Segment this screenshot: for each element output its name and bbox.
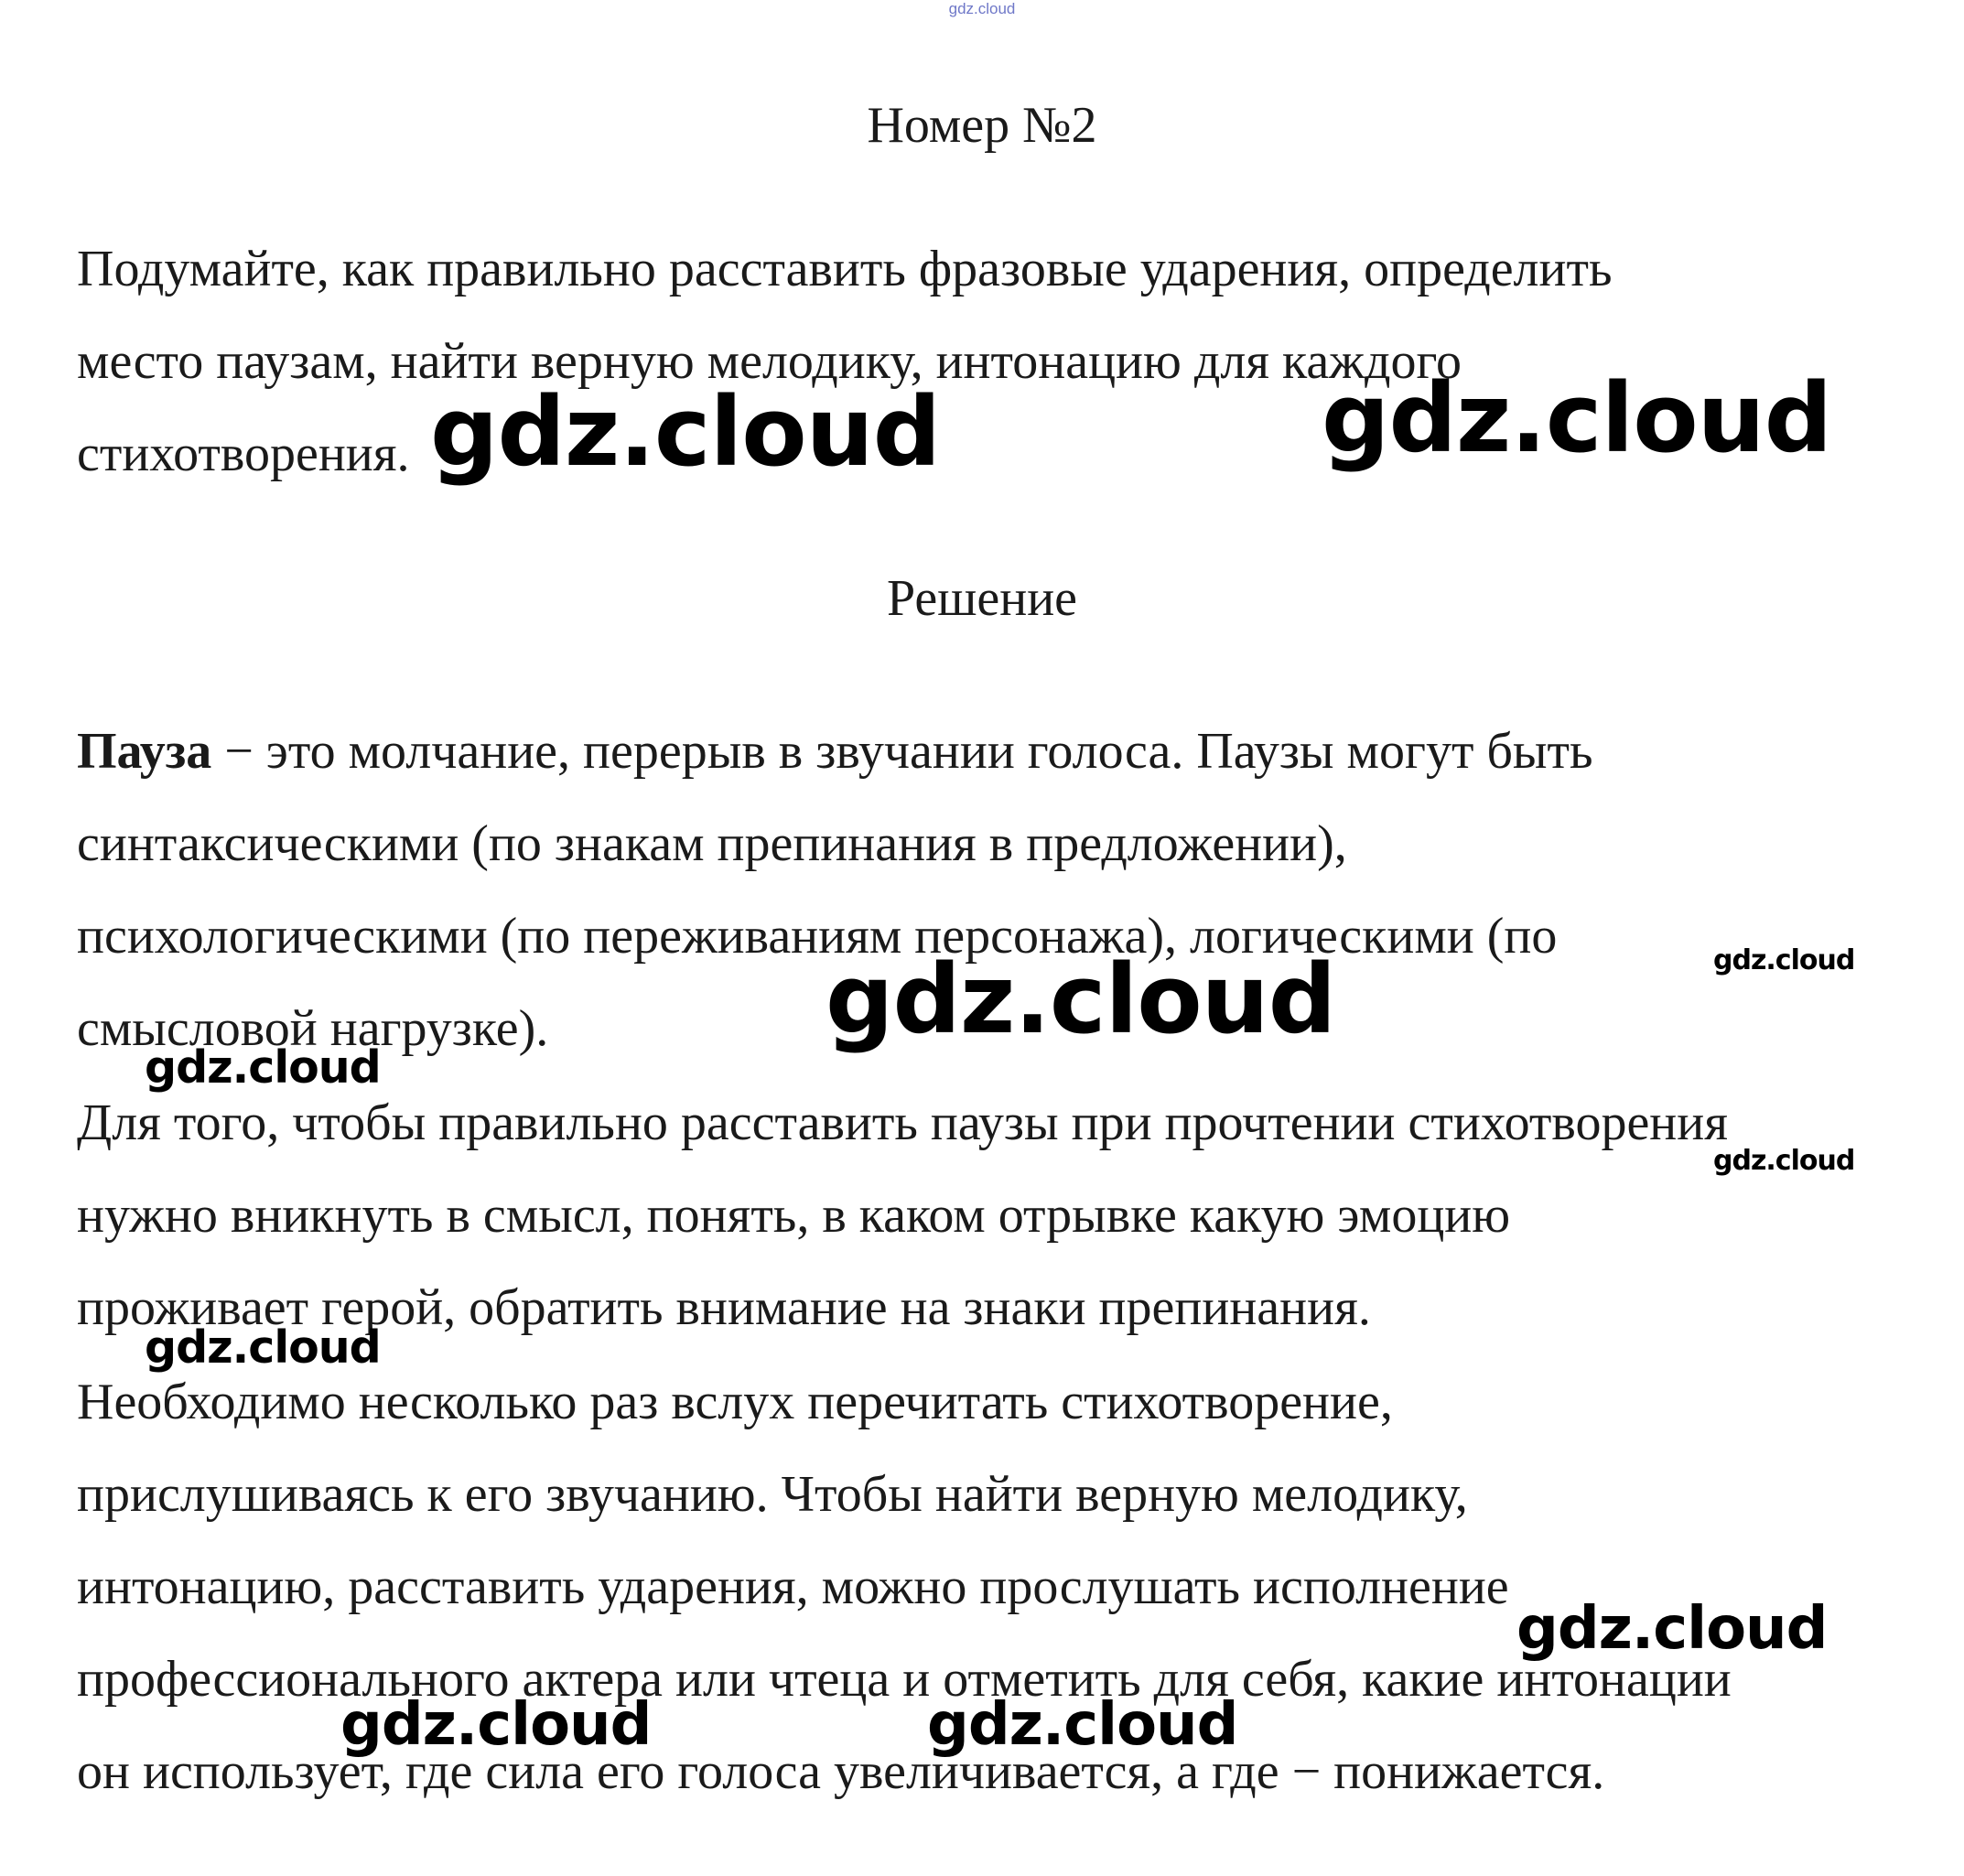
definition-line: синтаксическими (по знакам препинания в предложении), (77, 815, 1347, 872)
watermark: gdz.cloud (145, 1041, 381, 1094)
paragraph-pauses (77, 1077, 1916, 1354)
paragraph-line: Необходимо несколько раз вслух перечитать стихотворение, (77, 1374, 1393, 1430)
task-line: место паузам, найти верную мелодику, интонацию для каждого (77, 333, 1462, 390)
task-line: Подумайте, как правильно расставить фразовые ударения, определить (77, 241, 1613, 297)
definition-text: − это молчание, перерыв в звучании голоса. Паузы могут быть (211, 723, 1593, 780)
paragraph-line: прислушиваясь к его звучанию. Чтобы найти верную мелодику, (77, 1466, 1468, 1523)
site-mark: gdz.cloud (948, 0, 1016, 17)
paragraph-line: профессионального актера или чтеца и отметить для себя, какие интонации (77, 1651, 1732, 1708)
watermark: gdz.cloud (430, 376, 941, 488)
watermark: gdz.cloud (1713, 944, 1855, 976)
paragraph-line: проживает герой, обратить внимание на знаки препинания. (77, 1279, 1371, 1336)
page-title: Номер №2 (867, 97, 1097, 154)
watermark: gdz.cloud (145, 1321, 381, 1374)
paragraph-line: он использует, где сила его голоса увеличивается, а где − понижается. (77, 1743, 1605, 1800)
watermark: gdz.cloud (1713, 1145, 1855, 1177)
definition-line: психологическими (по переживаниям персонажа), логическими (по (77, 908, 1558, 965)
definition-line (77, 706, 1916, 798)
solution-title: Решение (886, 570, 1078, 627)
watermark: gdz.cloud (340, 1691, 652, 1759)
watermark: gdz.cloud (1322, 362, 1832, 474)
definition-term: Пауза (77, 723, 212, 780)
paragraph-line: Для того, чтобы правильно расставить паузы при прочтении стихотворения (77, 1094, 1729, 1151)
watermark: gdz.cloud (826, 943, 1336, 1055)
task-line: стихотворения. (77, 426, 410, 482)
watermark: gdz.cloud (927, 1691, 1238, 1759)
paragraph-line: интонацию, расставить ударения, можно прослушать исполнение (77, 1558, 1509, 1615)
watermark: gdz.cloud (1516, 1595, 1828, 1663)
definition-line: смысловой нагрузке). (77, 1000, 549, 1057)
paragraph-line: нужно вникнуть в смысл, понять, в каком отрывке какую эмоцию (77, 1187, 1511, 1244)
